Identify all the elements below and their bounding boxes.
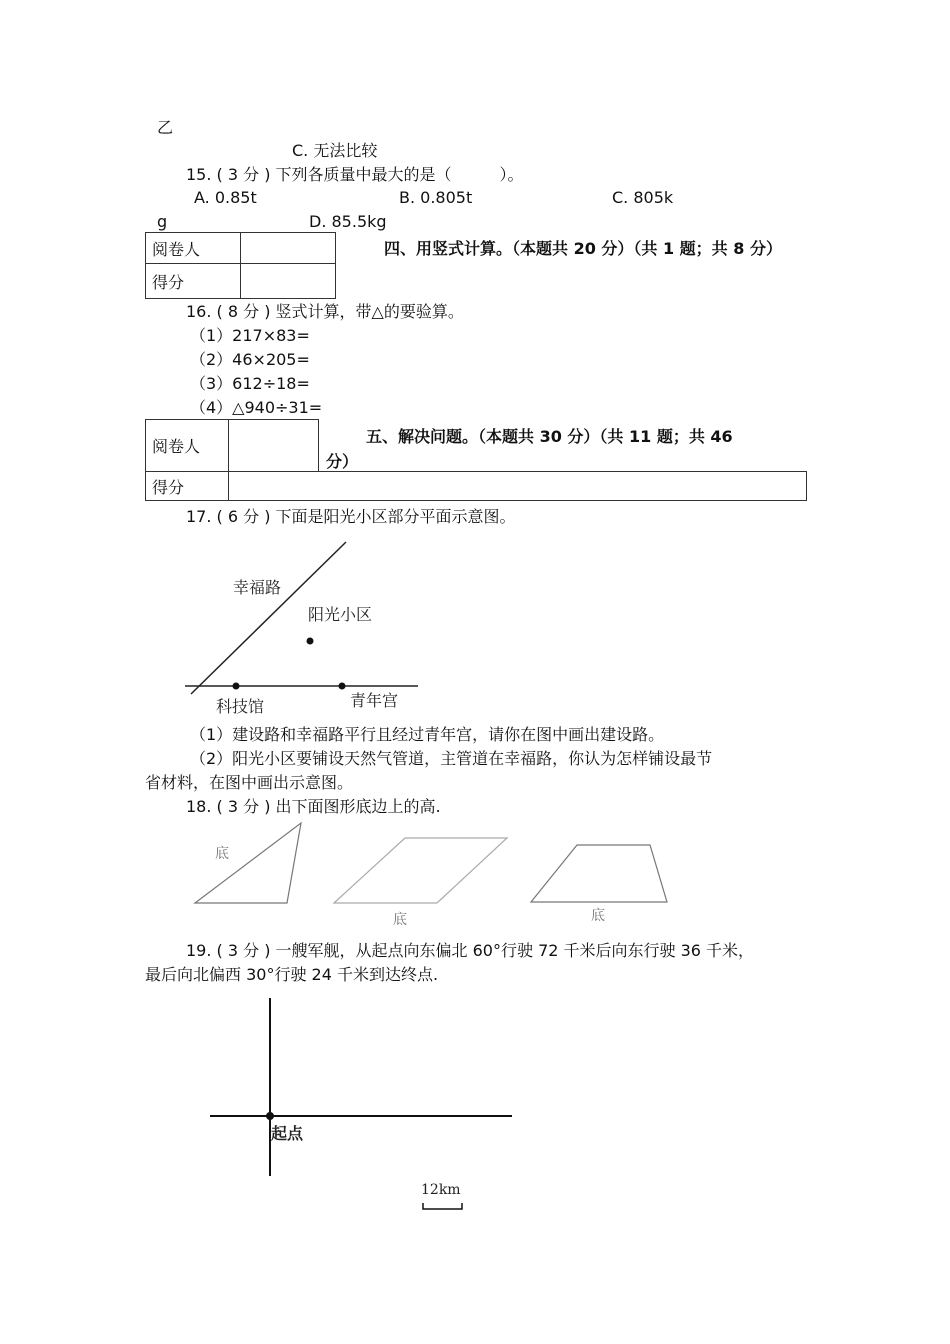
palace-label: 青年宫: [350, 691, 399, 710]
community-label: 阳光小区: [308, 605, 373, 624]
q17-stem: 17. ( 6 分 ) 下面是阳光小区部分平面示意图。: [186, 507, 516, 526]
road-label: 幸福路: [233, 578, 282, 597]
parallelogram-base-label: 底: [393, 912, 407, 928]
scale-bar: [423, 1203, 462, 1209]
q17-sub1: （1）建设路和幸福路平行且经过青年宫，请你在图中画出建设路。: [190, 725, 665, 744]
q15-option-a: A. 0.85t: [194, 188, 257, 207]
q16-item-2: （2）46×205=: [190, 350, 310, 369]
q19-line1: 19. ( 3 分 ) 一艘军舰，从起点向东偏北 60°行驶 72 千米后向东行驶 36 千米，: [186, 941, 755, 960]
start-label: 起点: [271, 1124, 304, 1143]
section4-title: 四、用竖式计算。（本题共 20 分）（共 1 题；共 8 分）: [384, 239, 782, 258]
carry-text: 乙: [157, 118, 174, 137]
start-point-dot: [266, 1112, 274, 1120]
q16-item-3: （3）612÷18=: [190, 374, 310, 393]
museum-label: 科技馆: [216, 697, 265, 716]
scale-label: 12km: [421, 1182, 461, 1198]
grader-label: 阅卷人: [146, 420, 229, 472]
q15-option-b: B. 0.805t: [399, 188, 473, 207]
q15-option-c-tail: g: [157, 212, 168, 231]
q15-option-d: D. 85.5kg: [309, 212, 387, 231]
section5-title-line2: 分）: [326, 452, 359, 471]
section5-title-line1: 五、解决问题。（本题共 30 分）（共 11 题；共 46: [366, 427, 733, 446]
score-label: 得分: [146, 472, 229, 501]
q16-stem: 16. ( 8 分 ) 竖式计算，带△的要验算。: [186, 302, 464, 321]
q16-item-1: （1）217×83=: [190, 326, 310, 345]
q16-item-4: （4）△940÷31=: [190, 398, 323, 417]
q17-sub2-line2: 省材料，在图中画出示意图。: [145, 773, 354, 792]
q19-line2: 最后向北偏西 30°行驶 24 千米到达终点.: [145, 965, 439, 984]
grader-label: 阅卷人: [146, 233, 241, 264]
trapezoid-base-label: 底: [591, 908, 605, 924]
q17-sub2-line1: （2）阳光小区要铺设天然气管道，主管道在幸福路，你认为怎样铺设最节: [190, 749, 713, 768]
q18-stem: 18. ( 3 分 ) 出下面图形底边上的高.: [186, 797, 441, 816]
score-label: 得分: [146, 264, 241, 299]
triangle-base-label: 底: [215, 846, 229, 862]
q14-option-c: C. 无法比较: [292, 141, 378, 160]
q15-stem: 15. ( 3 分 ) 下列各质量中最大的是（ ）。: [186, 165, 524, 184]
q15-option-c: C. 805k: [612, 188, 674, 207]
